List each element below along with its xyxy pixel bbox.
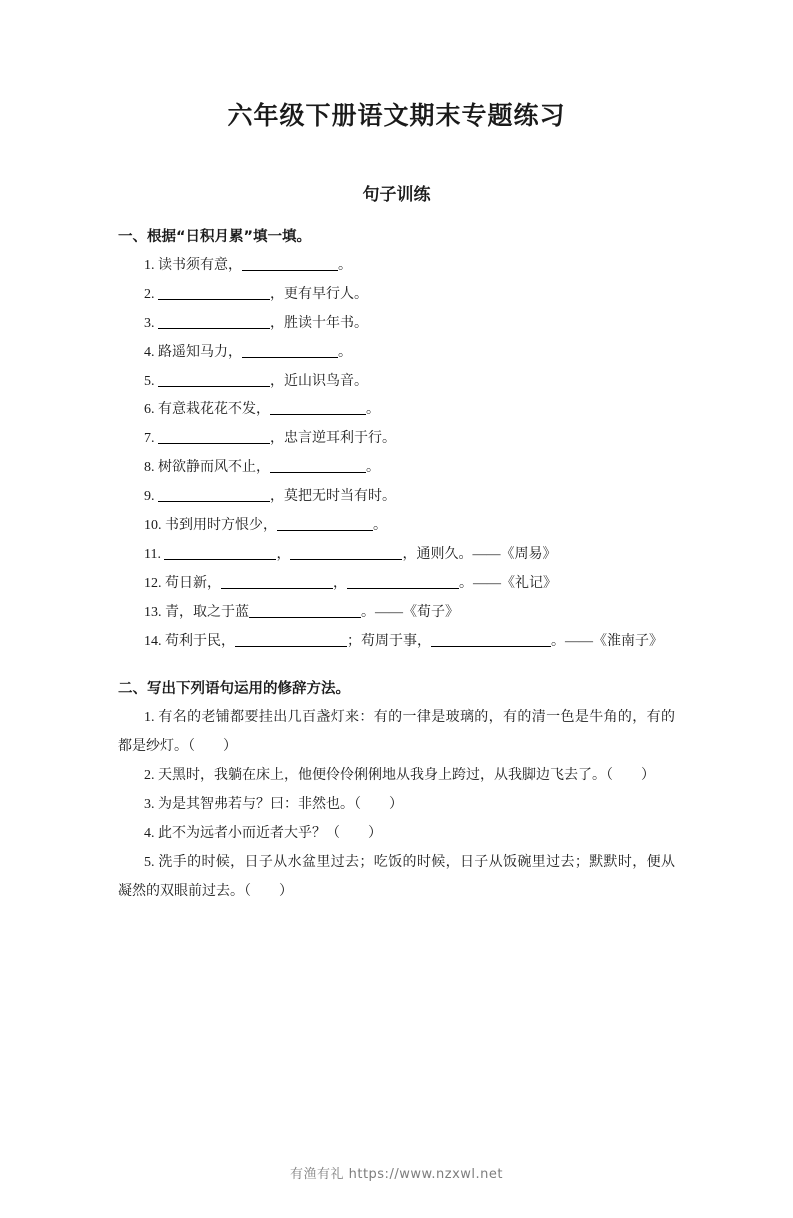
answer-blank[interactable] xyxy=(164,545,276,560)
answer-blank[interactable] xyxy=(158,429,270,444)
page-title: 六年级下册语文期末专题练习 xyxy=(227,101,566,130)
question-tail: ，胜读十年书。 xyxy=(270,315,368,331)
question-text: 11. xyxy=(144,547,165,563)
question-tail: 。——《淮南子》 xyxy=(551,634,663,650)
answer-blank[interactable] xyxy=(249,603,361,618)
footer-watermark: 有渔有礼 https://www.nzxwl.net xyxy=(289,1167,504,1182)
question-text: 8. 树欲静而风不止， xyxy=(144,460,270,476)
question-mid: ， xyxy=(276,547,291,563)
question-tail: 。 xyxy=(338,344,352,360)
answer-blank[interactable] xyxy=(277,516,373,531)
question-item xyxy=(118,454,675,483)
section-two-heading: 二、写出下列语句运用的修辞方法。 xyxy=(118,681,350,698)
section-two-items xyxy=(118,704,675,907)
section-two xyxy=(118,677,675,906)
question-item: 2. 天黑时，我躺在床上，他便伶伶俐俐地从我身上跨过，从我脚边飞去了。（ ） xyxy=(144,767,655,783)
question-text: 4. 路遥知马力， xyxy=(144,344,242,360)
page-subtitle: 句子训练 xyxy=(362,185,431,204)
question-text: 12. 苟日新， xyxy=(144,576,221,592)
question-tail: 。——《礼记》 xyxy=(459,576,557,592)
question-item: 3. 为是其智弗若与？曰：非然也。（ ） xyxy=(144,796,403,812)
answer-blank[interactable] xyxy=(158,285,270,300)
question-text: 1. 读书须有意， xyxy=(144,257,242,273)
question-tail: 。 xyxy=(366,402,380,418)
answer-blank[interactable] xyxy=(270,458,366,473)
answer-blank[interactable] xyxy=(221,574,333,589)
question-text: 14. 苟利于民， xyxy=(144,634,235,650)
question-tail: ，莫把无时当有时。 xyxy=(270,489,396,505)
section-one xyxy=(118,225,675,657)
answer-blank[interactable] xyxy=(242,343,338,358)
answer-blank[interactable] xyxy=(270,400,366,415)
question-item xyxy=(118,396,675,425)
question-mid: ， xyxy=(333,576,347,592)
question-item xyxy=(118,512,675,541)
answer-blank[interactable] xyxy=(158,487,270,502)
question-item xyxy=(118,541,675,570)
question-item xyxy=(118,570,675,599)
question-item xyxy=(118,368,675,397)
question-tail: 。 xyxy=(373,518,387,534)
question-tail: ，近山识鸟音。 xyxy=(270,373,368,389)
question-text: 2. xyxy=(144,286,158,302)
section-one-items xyxy=(118,252,675,658)
question-item xyxy=(118,252,675,281)
section-one-heading: 一、根据“日积月累”填一填。 xyxy=(118,229,312,245)
question-item xyxy=(118,599,675,628)
question-text: 10. 书到用时方恨少， xyxy=(144,518,277,534)
question-tail: ，忠言逆耳利于行。 xyxy=(270,431,396,447)
answer-blank[interactable] xyxy=(158,372,270,387)
question-tail: 。 xyxy=(366,460,380,476)
question-text: 9. xyxy=(144,489,158,505)
question-item xyxy=(118,628,675,657)
question-item xyxy=(118,310,675,339)
question-item xyxy=(118,483,675,512)
question-tail: 。——《荀子》 xyxy=(361,605,459,621)
answer-blank[interactable] xyxy=(347,574,459,589)
question-item: 1. 有名的老铺都要挂出几百盏灯来：有的一律是玻璃的，有的清一色是牛角的，有的都是纱灯。（ ） xyxy=(118,709,675,754)
question-item xyxy=(118,425,675,454)
question-text: 6. 有意栽花花不发， xyxy=(144,402,270,418)
question-text: 13. 青，取之于蓝 xyxy=(144,605,249,621)
question-tail: ，更有早行人。 xyxy=(270,286,368,302)
answer-blank[interactable] xyxy=(290,545,402,560)
question-mid: ；苟周于事， xyxy=(347,634,431,650)
question-tail: 。 xyxy=(338,257,352,273)
question-text: 7. xyxy=(144,431,158,447)
question-item xyxy=(118,281,675,310)
answer-blank[interactable] xyxy=(235,632,347,647)
question-item xyxy=(118,339,675,368)
answer-blank[interactable] xyxy=(158,314,270,329)
question-tail: ，通则久。——《周易》 xyxy=(402,547,557,563)
question-text: 3. xyxy=(144,315,158,331)
question-item: 4. 此不为远者小而近者大乎？（ ） xyxy=(144,825,382,841)
answer-blank[interactable] xyxy=(431,632,551,647)
question-item: 5. 洗手的时候，日子从水盆里过去；吃饭的时候，日子从饭碗里过去；默默时，便从凝然的双眼前过去。（ ） xyxy=(118,854,675,899)
answer-blank[interactable] xyxy=(242,256,338,271)
question-text: 5. xyxy=(144,373,158,389)
document-page xyxy=(0,96,793,1218)
